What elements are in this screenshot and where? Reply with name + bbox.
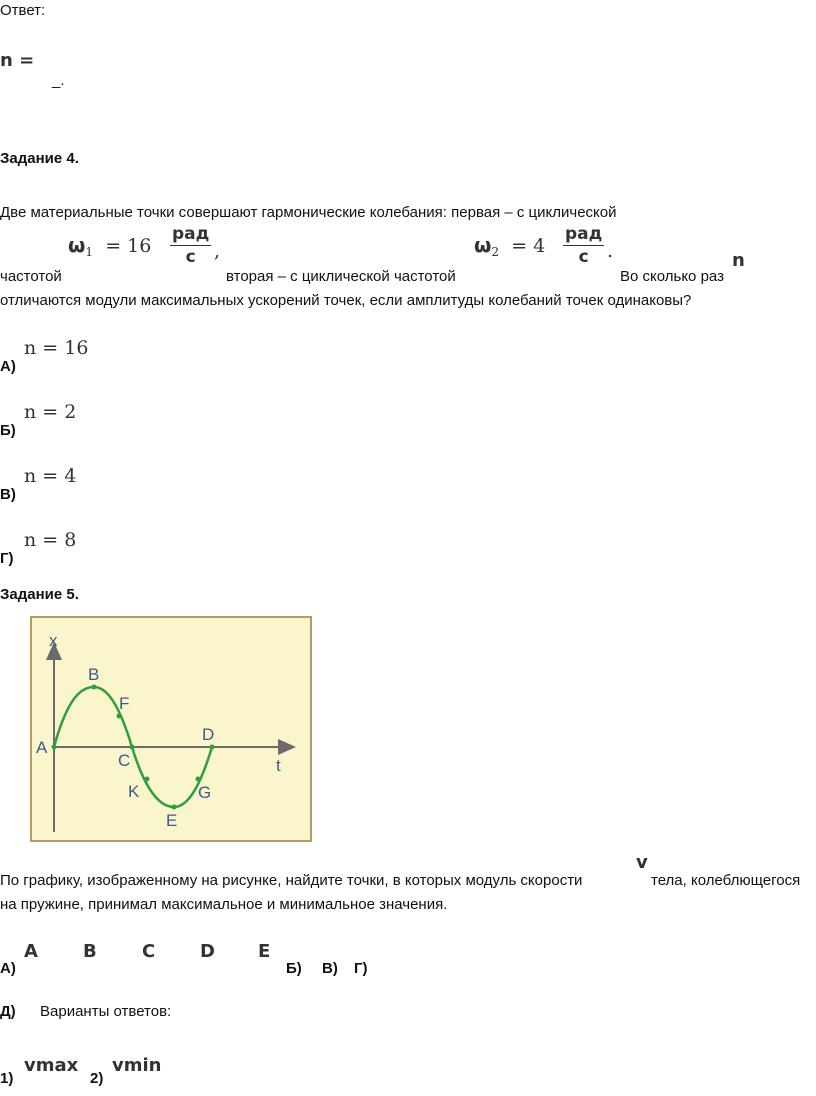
task5-option-a-label[interactable]: А) [0, 960, 16, 977]
oscillation-graph [30, 616, 312, 842]
task5-option-v-label[interactable]: В) [322, 960, 338, 977]
omega1-sub: 1 [85, 245, 94, 259]
task5-option-b-label[interactable]: Б) [286, 960, 302, 977]
task4-seg-a: частотой [0, 268, 62, 285]
point-c-dot [130, 745, 135, 750]
task5-question-part1: По графику, изображенному на рисунке, найдите точки, в которых модуль скорости [0, 872, 583, 889]
task4-seg-c: Во сколько раз [620, 268, 724, 285]
answer-n-formula: n = [0, 50, 35, 71]
omega2-eq: = 4 [511, 235, 546, 257]
point-c-label: C [118, 751, 131, 770]
point-b-label: B [88, 665, 100, 684]
point-g-dot [196, 777, 201, 782]
task4-option-v-label[interactable]: В) [0, 486, 16, 503]
point-f-label: F [119, 694, 130, 713]
option-a-point-1: A [24, 941, 38, 962]
point-g-label: G [198, 783, 212, 802]
answer-label: Ответ: [0, 2, 46, 19]
variants-label: Варианты ответов: [40, 1003, 172, 1020]
point-a-dot [52, 745, 57, 750]
answer-1-vmax: vmax [24, 1055, 79, 1076]
answer-blank[interactable]: _. [52, 72, 65, 89]
point-e-label: E [166, 811, 178, 830]
task5-option-d-label[interactable]: Д) [0, 1003, 16, 1020]
answer-2-label: 2) [90, 1070, 104, 1087]
option-a-point-2: B [83, 941, 97, 962]
omega1-symbol: ω [68, 233, 86, 257]
omega2-formula [474, 233, 545, 259]
task4-option-b-label[interactable]: Б) [0, 422, 16, 439]
omega2-punct: . [607, 240, 614, 262]
omega2-symbol: ω [474, 233, 492, 257]
omega2-unit [563, 224, 604, 268]
omega1-unit-den: с [185, 247, 196, 267]
point-f-dot [117, 714, 122, 719]
omega1-formula [68, 233, 151, 259]
task4-option-g-label[interactable]: Г) [0, 550, 14, 567]
answer-2-vmin: vmin [112, 1055, 162, 1076]
point-d-label: D [202, 725, 215, 744]
task4-title: Задание 4. [0, 150, 79, 167]
y-axis-label: x [49, 631, 58, 650]
option-a-points [24, 941, 270, 962]
task4-option-g-formula: n = 8 [24, 529, 77, 551]
task5-question-part2: тела, колеблющегося [651, 872, 801, 889]
omega1-eq: = 16 [105, 235, 152, 257]
oscillation-graph-svg [32, 618, 310, 840]
omega2-sub: 2 [491, 245, 500, 259]
task4-seg-b: вторая – с циклической частотой [226, 268, 456, 285]
task5-question-line2: на пружине, принимал максимальное и минимальное значения. [0, 896, 448, 913]
omega1-unit [170, 224, 211, 268]
task5-option-g-label[interactable]: Г) [354, 960, 368, 977]
task4-option-b-formula: n = 2 [24, 401, 77, 423]
task4-option-a-formula: n = 16 [24, 337, 89, 359]
omega2-unit-den: с [578, 247, 589, 267]
omega1-unit-num: рад [172, 224, 210, 244]
point-k-dot [145, 777, 150, 782]
task4-line3: отличаются модули максимальных ускорений точек, если амплитуды колебаний точек одинаковы? [0, 292, 692, 309]
answer-1-label: 1) [0, 1070, 14, 1087]
omega2-unit-num: рад [565, 224, 603, 244]
x-axis-label: t [276, 756, 281, 775]
option-a-point-5: E [258, 941, 271, 962]
option-a-point-3: C [142, 941, 156, 962]
point-a-label: A [36, 738, 48, 757]
task4-option-v-formula: n = 4 [24, 465, 77, 487]
point-e-dot [172, 805, 177, 810]
task5-title: Задание 5. [0, 586, 79, 603]
omega1-punct: , [214, 240, 221, 262]
option-a-point-4: D [200, 941, 215, 962]
task4-option-a-label[interactable]: А) [0, 358, 16, 375]
velocity-symbol: v [636, 852, 648, 873]
task4-n-symbol: n [732, 250, 745, 271]
point-k-label: K [128, 782, 140, 801]
point-b-dot [92, 685, 97, 690]
point-d-dot [210, 745, 215, 750]
task4-line1: Две материальные точки совершают гармонические колебания: первая – с циклической [0, 204, 617, 221]
